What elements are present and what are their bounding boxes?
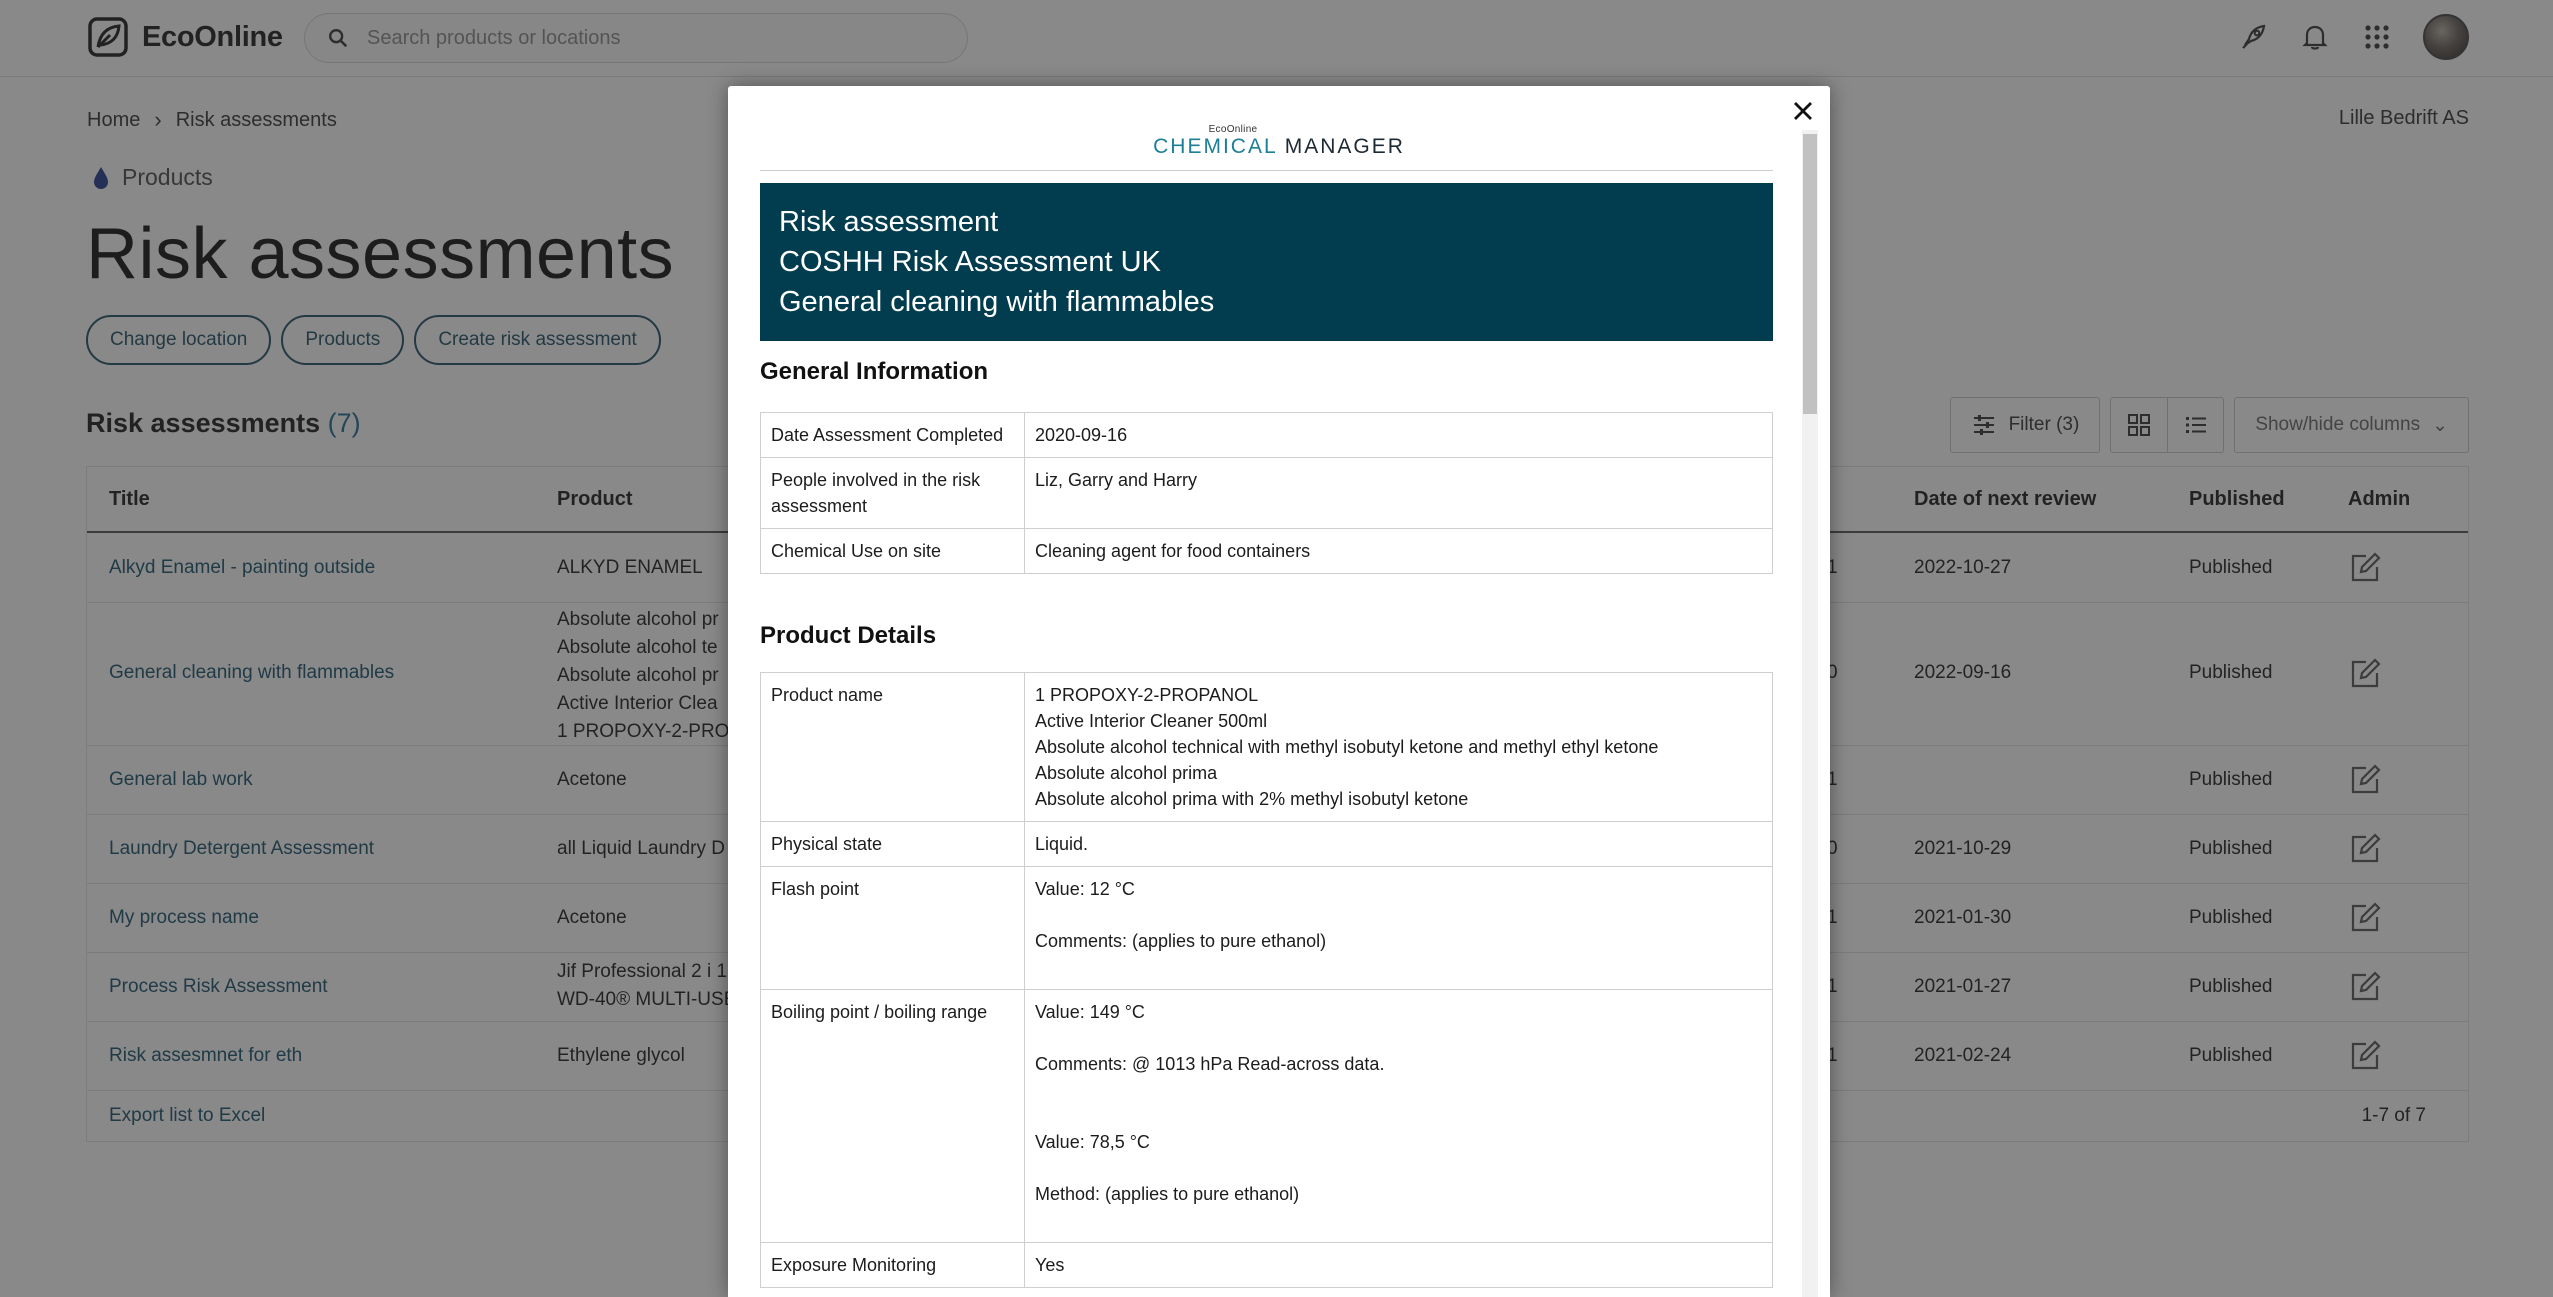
- field-value: 2020-09-16: [1025, 413, 1773, 458]
- field-value-text: 1 PROPOXY-2-PROPANOL Active Interior Cleaner 500ml Absolute alcohol technical with methyl isobutyl ketone and methyl ethyl ketone Absolute alcohol prima Absolute alcohol prima with 2% methyl isobutyl ketone: [1035, 685, 1659, 809]
- table-row: [761, 990, 1773, 1243]
- field-value: [1025, 867, 1773, 990]
- brand-manager: MANAGER: [1284, 135, 1405, 158]
- banner-line: General cleaning with flammables: [779, 286, 1215, 318]
- table-row: [761, 673, 1773, 822]
- field-value: [1025, 673, 1773, 822]
- brand-chemical: CHEMICAL: [1153, 135, 1277, 158]
- field-value-text: Liquid.: [1035, 834, 1089, 854]
- chemical-manager-logo: [728, 124, 1830, 159]
- table-row: [761, 529, 1773, 574]
- field-label: Exposure Monitoring: [761, 1243, 1025, 1288]
- report-banner: [760, 183, 1773, 341]
- field-label: Flash point: [761, 867, 1025, 990]
- field-label: Product name: [761, 673, 1025, 822]
- risk-assessment-preview-modal: [728, 86, 1830, 1297]
- field-value: [1025, 822, 1773, 867]
- modal-content: [728, 86, 1830, 1297]
- field-label: People involved in the risk assessment: [761, 458, 1025, 529]
- table-row: [761, 1243, 1773, 1288]
- close-icon[interactable]: [1788, 96, 1818, 126]
- general-information-table: [760, 412, 1773, 574]
- modal-scrollbar[interactable]: [1802, 130, 1818, 1297]
- table-row: [761, 867, 1773, 990]
- field-label: Date Assessment Completed: [761, 413, 1025, 458]
- field-value: [1025, 990, 1773, 1243]
- banner-line: Risk assessment: [779, 206, 999, 238]
- table-row: [761, 413, 1773, 458]
- field-value-text: Value: 149 °C Comments: @ 1013 hPa Read-across data. Value: 78,5 °C Method: (applies to pure ethanol): [1035, 1002, 1385, 1204]
- general-information-heading: General Information: [760, 358, 989, 385]
- field-value: [1025, 1243, 1773, 1288]
- banner-line: COSHH Risk Assessment UK: [779, 246, 1161, 278]
- field-value-text: Value: 12 °C Comments: (applies to pure ethanol): [1035, 879, 1327, 951]
- field-label: Chemical Use on site: [761, 529, 1025, 574]
- scrollbar-thumb[interactable]: [1803, 134, 1817, 414]
- product-details-heading: Product Details: [760, 622, 937, 649]
- brand-small: EcoOnline: [1208, 124, 1258, 135]
- field-value: Liz, Garry and Harry: [1025, 458, 1773, 529]
- table-row: [761, 822, 1773, 867]
- product-details-table: [760, 672, 1773, 1288]
- field-label: Physical state: [761, 822, 1025, 867]
- field-value: Cleaning agent for food containers: [1025, 529, 1773, 574]
- divider: [760, 170, 1773, 171]
- field-value-text: Yes: [1035, 1255, 1065, 1275]
- table-row: [761, 458, 1773, 529]
- field-label: Boiling point / boiling range: [761, 990, 1025, 1243]
